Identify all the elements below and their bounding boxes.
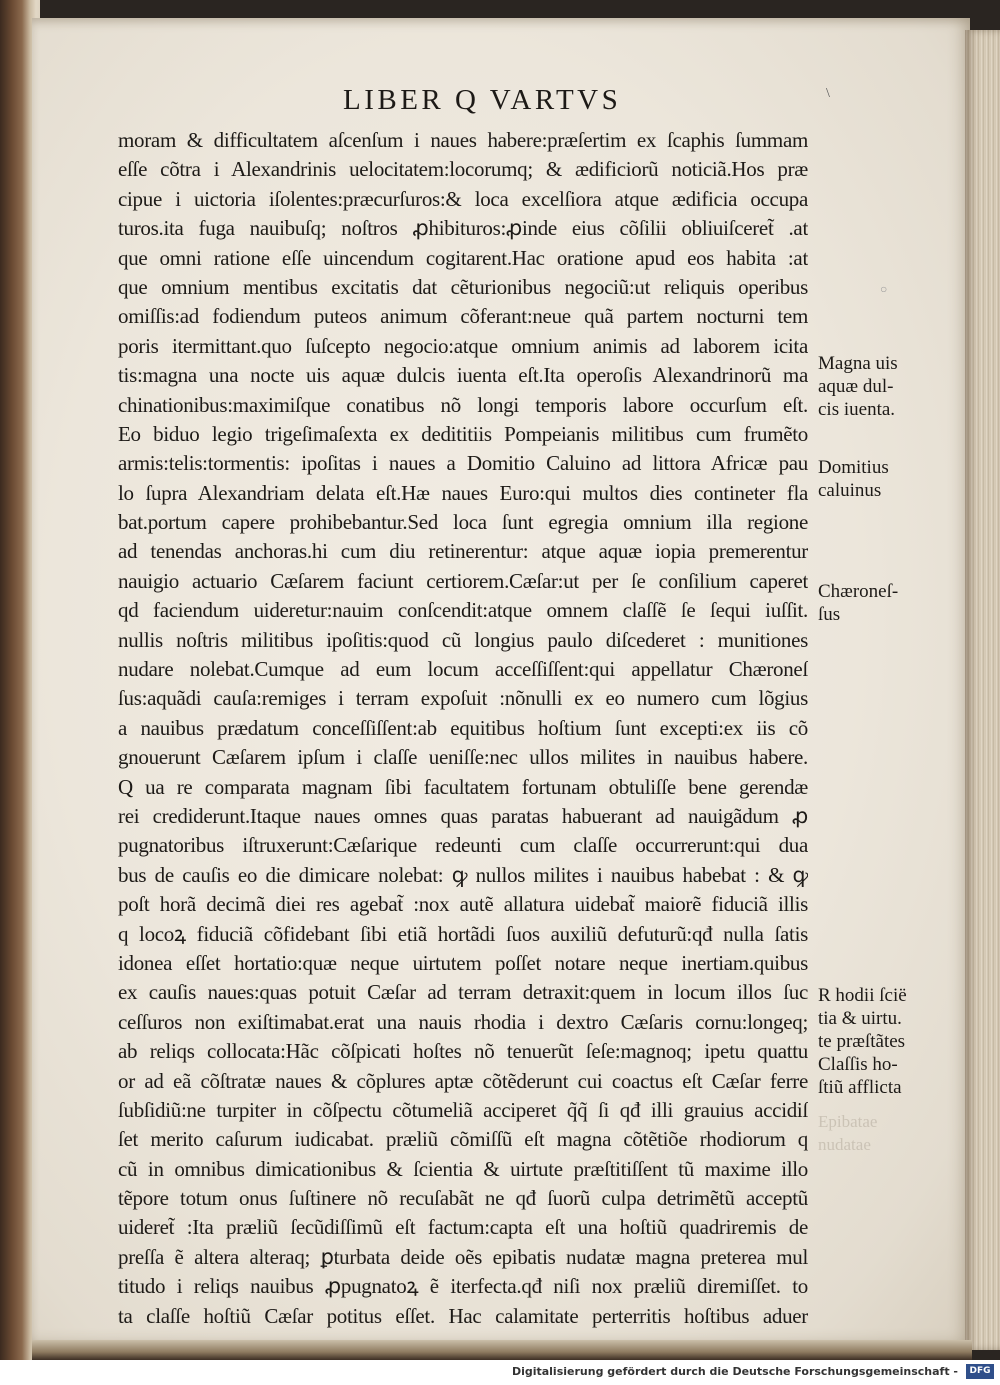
- marginal-line: Magna uis: [818, 353, 898, 374]
- text-line: eſſe cõtra i Alexandrinis uelocitatem:locorumq; & ædificiorũ noticiã.Hos præ: [118, 157, 808, 182]
- text-line: rei crediderunt.Itaque naues omnes quas paratas habuerant ad nauigãdum ꝓ: [118, 803, 808, 828]
- text-line: Q ua re comparata magnam ſibi facultatem fortunam obtuliſſe bene gerendæ: [118, 774, 808, 799]
- dfg-logo-icon: DFG: [966, 1364, 994, 1379]
- marginal-note-domitius: [818, 456, 889, 502]
- text-line: q locoꝝ fiduciã cõfidebant ſibi etiã hortãdi ſuos auxiliũ defuturũ:qđ nulla ſatis: [118, 921, 808, 946]
- text-line: bat.portum capere prohibebantur.Sed loca ſunt egregia omnium illa regione: [118, 510, 808, 535]
- digitization-footer: [0, 1360, 1000, 1385]
- marginal-line: cis iuenta.: [818, 399, 896, 420]
- marginal-note-faded: [818, 1110, 877, 1156]
- text-line: armis:telis:tormentis: ipoſitas i naues a Domitio Caluino ad littora Africæ pau: [118, 451, 808, 476]
- text-line: titudo i reliqs nauibus ꝓpugnatoꝝ ẽ iterfecta.qđ niſi nox præliũ diremiſſet. to: [118, 1274, 808, 1299]
- marginal-line: R hodii ſcië: [818, 985, 907, 1006]
- text-line: ab reliqs collocata:Hãc cõſpicati hoſtes nõ tenuerũt ſeſe:magnoq; ipetu quattu: [118, 1039, 808, 1064]
- text-line: lo ſupra Alexandriam delata eſt.Hæ naues Euro:qui multos dies contineter fla: [118, 480, 808, 505]
- text-line: preſſa ẽ altera alteraq; ꝑturbata deide oẽs epibatis nudatæ magna preterea mul: [118, 1244, 808, 1269]
- text-line: ſus:aquãdi cauſa:remiges i terram expoſuit :nõnulli ex eo numero cum lõgius: [118, 686, 808, 711]
- marginal-line: Epibatae: [818, 1112, 878, 1131]
- text-line: turos.ita fuga nauibuſq; noſtros ꝓhibituros:ꝓinde eius cõſilii obliuiſceret̃ .at: [118, 216, 808, 241]
- page-bottom-edge: [32, 1340, 972, 1360]
- text-line: ex cauſis naues:quas potuit Cæſar ad terram detraxit:quem in locum illos ſuc: [118, 980, 808, 1005]
- text-line: Eo biduo legio trigeſimaſexta ex dedititiis Pompeianis militibus cum frumẽto: [118, 421, 808, 446]
- marginal-line: Domitius: [818, 457, 889, 478]
- text-line: ta claſſe hoſtiũ Cæſar potitus eſſet. Hac calamitate perterritis hoſtibus aduer: [118, 1303, 808, 1328]
- marginal-note-magna-uis: [818, 352, 898, 421]
- text-line: ad tenendas anchoras.hi cum diu retinerentur: atque aquæ iopia premerentur: [118, 539, 808, 564]
- marginal-line: Chæroneſ-: [818, 581, 899, 602]
- text-line: or ad eã cõſtratæ naues & cõplures aptæ cõtẽderunt cui coactus eſt Cæſar ferre: [118, 1068, 808, 1093]
- marginal-note-chaeronessus: [818, 580, 898, 626]
- main-text-block: [118, 126, 808, 1331]
- text-line: moram & difficultatem aſcenſum i naues habere:præſertim ex ſcaphis ſummam: [118, 128, 808, 152]
- text-line: pugnatoribus iſtruxerunt:Cæſarique redeunti cum claſſe occurrerunt:qui dua: [118, 833, 808, 858]
- marginal-line: nudatae: [818, 1135, 871, 1154]
- text-line: que omnium mentibus excitatis dat cẽturionibus negociũ:ut reliquis operibus: [118, 274, 808, 299]
- text-line: poris itermittant.quo ſuſcepto negocio:atque omnium animis ad laborem icita: [118, 333, 808, 358]
- marginal-line: ſtiũ afflicta: [818, 1077, 902, 1098]
- page-fore-edge: [965, 30, 1000, 1350]
- text-line: ſet merito caſurum iudicabat. præliũ cõmiſſũ eſt magna cõtẽtiõe rhodiorum q: [118, 1127, 808, 1152]
- running-header: LIBER Q VARTVS: [343, 84, 622, 116]
- marginal-line: tia & uirtu.: [818, 1008, 902, 1029]
- ink-mark: \: [826, 86, 830, 101]
- marginal-note-rhodii: [818, 984, 907, 1099]
- text-line: tis:magna una nocte uis aquæ dulcis iuenta eſt.Ita operoſis Alexandrinorũ ma: [118, 363, 808, 388]
- marginal-line: Claſſis ho-: [818, 1054, 898, 1075]
- text-line: ſubſidiũ:ne turpiter in cõſpectu cõtumeliã acciperet q̃q̃ ſi qđ illi grauius accidiſ: [118, 1097, 808, 1122]
- text-line: idonea eſſet hortatio:quæ neque uirtutem poſſet notare neque inertiam.quibus: [118, 950, 808, 975]
- text-line: chinationibus:maximiſque conatibus nõ longi temporis labore occurſum eſt.: [118, 392, 808, 417]
- text-line: nauigio actuario Cæſarem faciunt certiorem.Cæſar:ut per ſe conſilium caperet: [118, 568, 808, 593]
- text-line: a nauibus prædatum conceſſiſſent:ab equitibus hoſtium ſunt excepti:ex iis cõ: [118, 715, 808, 740]
- text-line: nudare nolebat.Cumque ad eum locum acceſſiſſent:qui appellatur Chæroneſ: [118, 657, 808, 682]
- text-line: cipue i uictoria iſolentes:præcurſuros:& loca excelſiora atque ædificia occupa: [118, 186, 808, 211]
- text-line: poſt horã decimã diei res agebat̃ :nox autẽ allatura uidebat̃ maiorẽ fiduciã illis: [118, 892, 808, 917]
- text-line: gnouerunt Cæſarem ipſum i claſſe ueniſſe:nec ullos milites in nauibus habere.: [118, 745, 808, 770]
- text-line: bus de cauſis eo die dimicare nolebat: ꝙ nullos milites i nauibus habebat : & ꝙ: [118, 862, 808, 887]
- text-line: uideret̃ :Ita præliũ ſecũdiſſimũ eſt factum:capta eſt una hoſtiũ quadriremis de: [118, 1215, 808, 1240]
- text-line: que omni ratione eſſe uincendum cogitarent.Hac oratione apud eos habita :at: [118, 245, 808, 270]
- footer-credit: Digitalisierung gefördert durch die Deutsche Forschungsgemeinschaft -: [511, 1365, 958, 1378]
- paper-spot-mark: ○: [880, 282, 888, 296]
- marginal-line: te præſtãtes: [818, 1031, 906, 1052]
- marginal-line: aquæ dul-: [818, 376, 894, 397]
- text-line: cũ in omnibus dimicationibus & ſcientia & uirtute præſtitiſſent tũ maxime illo: [118, 1156, 808, 1181]
- text-line: ceſſuros non exiſtimabat.erat una nauis rhodia i dextro Cæſaris cornu:longeq;: [118, 1009, 808, 1034]
- text-line: tẽpore totum onus ſuſtinere nõ recuſabãt ne qđ ſuorũ culpa detrimẽtũ acceptũ: [118, 1186, 808, 1211]
- marginal-line: ſus: [818, 604, 841, 625]
- marginal-line: caluinus: [818, 480, 882, 501]
- text-line: nullis noſtris militibus ipoſitis:quod cũ longius paulo diſcederet : munitiones: [118, 627, 808, 652]
- text-line: qd faciendum uideretur:nauim conſcendit:atque omnem claſſẽ ſe ſequi iuſſit.: [118, 598, 808, 623]
- text-line: omiſſis:ad fodiendum puteos animum cõferant:neue quã partem nocturni tem: [118, 304, 808, 329]
